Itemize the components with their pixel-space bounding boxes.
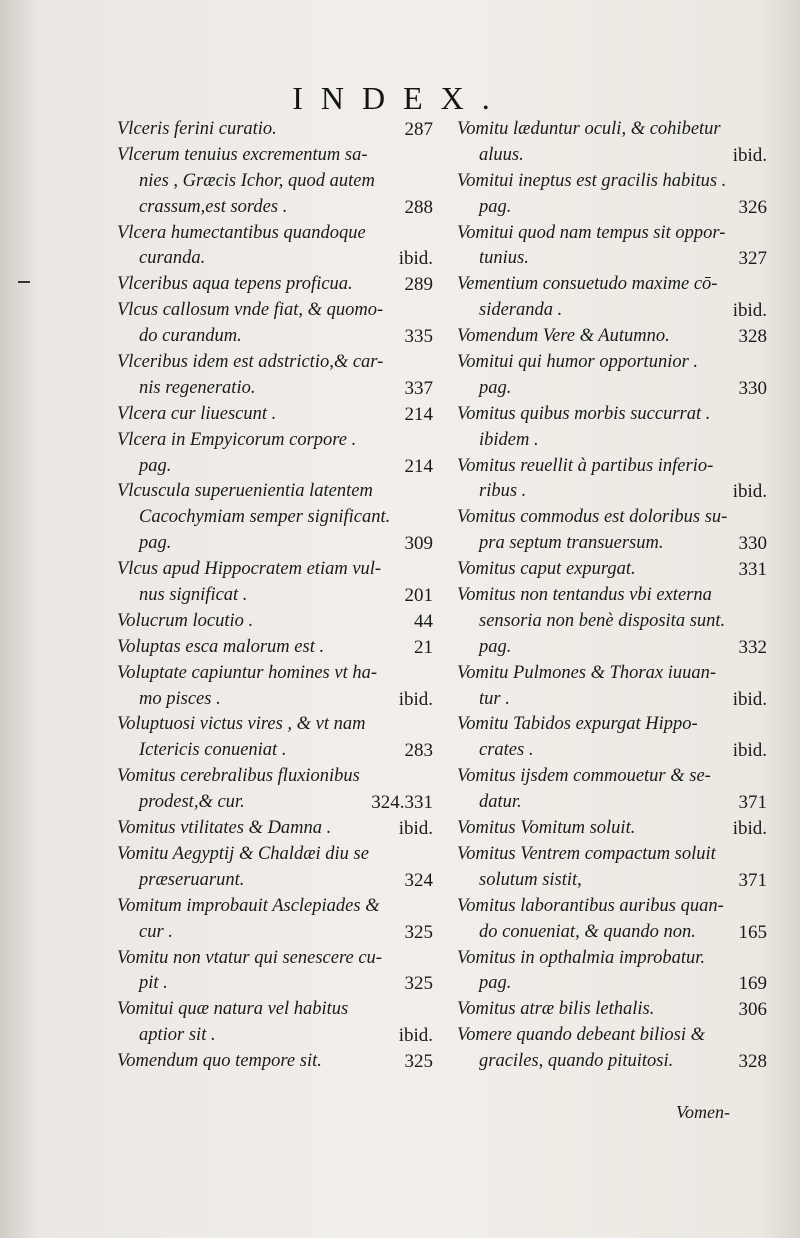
index-entry-line <box>117 505 433 531</box>
index-entry-text: datur. <box>479 792 522 813</box>
index-entry-line <box>117 583 433 609</box>
index-entry-line <box>457 117 767 143</box>
index-entry-line <box>117 764 433 790</box>
index-entry <box>117 272 433 298</box>
index-entry <box>457 221 767 273</box>
page-reference: ibid. <box>732 688 767 710</box>
index-entry-line <box>117 997 433 1023</box>
page-reference: 309 <box>404 533 433 555</box>
index-entry-line <box>457 946 767 972</box>
index-entry-text: Vomitus vtilitates & Damna . <box>117 818 332 839</box>
index-entry-line <box>457 868 767 894</box>
index-entry-line <box>457 324 767 350</box>
index-entry-line <box>117 816 433 842</box>
page-reference: 328 <box>738 1051 767 1073</box>
page-reference: 283 <box>404 740 433 762</box>
index-entry-line <box>457 609 767 635</box>
page-reference: ibid. <box>398 1025 433 1047</box>
index-entry-line <box>117 221 433 247</box>
index-entry-line <box>117 272 433 298</box>
index-entry-text: Vomitu Tabidos expurgat Hippo- <box>457 714 698 735</box>
index-entry <box>117 946 433 998</box>
index-entry-line <box>457 272 767 298</box>
page-reference: 21 <box>414 636 433 658</box>
index-entry-text: Voluptuosi victus vires , & vt nam <box>117 714 366 735</box>
index-entry-text: Ictericis conueniat . <box>139 740 287 761</box>
index-entry-line <box>457 376 767 402</box>
index-entry-line <box>457 1049 767 1075</box>
index-entry <box>457 1023 767 1075</box>
page-reference: 288 <box>404 196 433 218</box>
index-entry-text: Vomitu læduntur oculi, & cohibetur <box>457 119 721 139</box>
index-entry <box>457 997 767 1023</box>
index-entry-line <box>457 195 767 221</box>
index-entry <box>117 557 433 609</box>
index-entry-text: aptior sit . <box>139 1025 216 1046</box>
page-reference: 371 <box>738 869 767 891</box>
index-entry-text: tunius. <box>479 248 529 269</box>
index-entry <box>117 350 433 402</box>
index-entry <box>117 402 433 428</box>
index-entry-line <box>457 687 767 713</box>
index-entry-text: Vlcus callosum vnde fiat, & quomo- <box>117 300 384 321</box>
index-entry-text: sensoria non benè disposita sunt. <box>479 610 726 631</box>
index-entry-text: Vlcus apud Hippocratem etiam vul- <box>117 559 382 580</box>
index-entry <box>117 997 433 1049</box>
page-reference: 324 <box>404 869 433 891</box>
page-reference: 331 <box>738 559 767 581</box>
page-reference: 325 <box>404 1051 433 1073</box>
index-entry-line <box>457 920 767 946</box>
index-entry-line <box>457 454 767 480</box>
index-entry-line <box>117 402 433 428</box>
index-entry-line <box>117 195 433 221</box>
index-entry-text: Vomendum Vere & Autumno. <box>457 326 670 347</box>
index-entry-text: cur . <box>139 921 173 942</box>
index-entry <box>117 221 433 273</box>
index-entry-line <box>117 635 433 661</box>
page-reference: 201 <box>404 585 433 607</box>
index-entry <box>457 505 767 557</box>
index-entry-line <box>457 350 767 376</box>
index-entry <box>457 557 767 583</box>
index-entry-text: Vementium consuetudo maxime cō- <box>457 274 718 295</box>
page-reference: 287 <box>404 119 433 140</box>
index-entry-text: solutum sistit, <box>479 869 582 890</box>
index-entry-line <box>457 738 767 764</box>
index-entry-text: Vlcera in Empyicorum corpore . <box>117 429 357 450</box>
index-entry-text: pag. <box>139 533 172 554</box>
index-entry-line <box>117 454 433 480</box>
index-entry-line <box>117 531 433 557</box>
page-reference: 335 <box>404 326 433 348</box>
page-reference: ibid. <box>732 818 767 840</box>
index-column-right <box>457 117 767 1075</box>
index-entry-line <box>117 143 433 169</box>
index-entry-text: pit . <box>139 973 168 994</box>
index-entry-text: Vomitus reuellit à partibus inferio- <box>457 455 714 476</box>
page-reference: ibid. <box>732 481 767 503</box>
index-entry-line <box>117 661 433 687</box>
page-reference: ibid. <box>398 688 433 710</box>
index-entry-line <box>117 169 433 195</box>
index-entry-line <box>117 557 433 583</box>
index-entry-line <box>457 842 767 868</box>
index-entry-text: Vlceris ferini curatio. <box>117 119 277 139</box>
index-entry-text: do curandum. <box>139 326 242 347</box>
index-entry-text: Vlcera cur liuescunt . <box>117 403 277 424</box>
index-entry-line <box>457 583 767 609</box>
index-entry-text: Vomitui quæ natura vel habitus <box>117 999 349 1020</box>
index-entry-line <box>457 143 767 169</box>
index-entry <box>117 609 433 635</box>
page-title: INDEX. <box>292 80 508 116</box>
page-reference: 306 <box>738 999 767 1021</box>
index-entry-line <box>457 246 767 272</box>
index-entry <box>117 428 433 480</box>
index-entry-text: Vlcerum tenuius excrementum sa- <box>117 144 368 165</box>
index-entry-text: Vlceribus aqua tepens proficua. <box>117 274 353 295</box>
index-entry-text: Vomitus ijsdem commouetur & se- <box>457 766 711 787</box>
index-entry <box>117 298 433 350</box>
index-entry-line <box>117 868 433 894</box>
index-entry-line <box>117 790 433 816</box>
index-entry-text: crates . <box>479 740 534 761</box>
page-reference: 169 <box>738 973 767 995</box>
index-entry <box>457 117 767 169</box>
index-entry <box>457 816 767 842</box>
index-entry-line <box>117 842 433 868</box>
index-entry <box>457 272 767 324</box>
index-entry-text: Vlcera humectantibus quandoque <box>117 222 366 243</box>
index-entry <box>457 946 767 998</box>
page-reference: 214 <box>404 403 433 425</box>
page-reference: 214 <box>404 455 433 477</box>
index-entry-text: tur . <box>479 688 510 709</box>
index-entry-text: Vomitus cerebralibus fluxionibus <box>117 766 360 787</box>
index-entry-line <box>457 712 767 738</box>
index-entry-text: Vomitum improbauit Asclepiades & <box>117 895 380 916</box>
index-entry-line <box>117 920 433 946</box>
index-entry-line <box>117 428 433 454</box>
index-entry-line <box>117 350 433 376</box>
index-entry-line <box>117 971 433 997</box>
index-entry-line <box>117 117 433 143</box>
index-entry-text: crassum,est sordes . <box>139 196 288 217</box>
index-entry-line <box>457 1023 767 1049</box>
margin-mark <box>18 281 30 283</box>
index-entry <box>117 479 433 557</box>
index-entry-line <box>117 946 433 972</box>
index-entry-text: Vomitus Ventrem compactum soluit <box>457 843 716 864</box>
page-reference: 324.331 <box>371 792 433 814</box>
index-entry-text: pag. <box>479 377 512 398</box>
index-entry-text: do conueniat, & quando non. <box>479 921 696 942</box>
page-reference: ibid. <box>398 818 433 840</box>
index-entry <box>117 1049 433 1075</box>
index-entry-line <box>117 298 433 324</box>
index-entry-line <box>117 1023 433 1049</box>
index-entry-text: Vomitui ineptus est gracilis habitus . <box>457 170 727 191</box>
index-entry-text: nis regeneratio. <box>139 377 256 398</box>
index-entry-line <box>457 661 767 687</box>
index-entry-line <box>117 894 433 920</box>
index-entry <box>117 661 433 713</box>
index-entry-line <box>117 479 433 505</box>
index-entry-text: Cacochymiam semper significant. <box>139 507 391 528</box>
index-entry-line <box>117 246 433 272</box>
index-entry-text: ribus . <box>479 481 527 502</box>
index-entry-text: Voluptate capiuntur homines vt ha- <box>117 662 377 683</box>
index-entry <box>457 583 767 661</box>
index-entry-line <box>457 505 767 531</box>
page-reference: 330 <box>738 377 767 399</box>
index-entry-text: nus significat . <box>139 585 248 606</box>
index-entry-text: prodest,& cur. <box>139 792 245 813</box>
index-entry <box>457 350 767 402</box>
catchword: Vomen- <box>676 1102 730 1122</box>
page-reference: 332 <box>738 636 767 658</box>
index-entry-text: Voluptas esca malorum est . <box>117 636 325 657</box>
index-entry-line <box>457 971 767 997</box>
page-reference: ibid. <box>398 248 433 270</box>
index-entry <box>117 635 433 661</box>
index-entry <box>117 842 433 894</box>
index-column-left <box>117 117 433 1075</box>
index-entry-text: pag. <box>479 973 512 994</box>
index-entry <box>117 712 433 764</box>
index-entry-text: Vomitu Aegyptij & Chaldæi diu se <box>117 843 369 864</box>
index-entry <box>117 894 433 946</box>
index-entry-line <box>457 428 767 454</box>
page-reference: ibid. <box>732 144 767 166</box>
page-reference: 325 <box>404 921 433 943</box>
index-entry-text: Vomitui quod nam tempus sit oppor- <box>457 222 726 243</box>
index-entry-line <box>457 557 767 583</box>
page-reference: 165 <box>738 921 767 943</box>
index-entry <box>457 324 767 350</box>
index-entry-text: Vomitus commodus est doloribus su- <box>457 507 728 528</box>
page-reference: 337 <box>404 377 433 399</box>
page-reference: 326 <box>738 196 767 218</box>
page-reference: 44 <box>414 610 433 632</box>
index-entry-line <box>457 221 767 247</box>
index-entry <box>457 661 767 713</box>
index-entry <box>457 842 767 894</box>
page-reference: ibid. <box>732 740 767 762</box>
index-entry-text: curanda. <box>139 248 206 269</box>
index-entry-text: Vomere quando debeant biliosi & <box>457 1025 706 1046</box>
index-entry-line <box>457 169 767 195</box>
index-entry <box>457 454 767 506</box>
index-entry <box>117 117 433 143</box>
index-entry <box>457 169 767 221</box>
index-entry <box>117 143 433 221</box>
index-entry-text: Vomitu non vtatur qui senescere cu- <box>117 947 382 968</box>
index-entry-text: pag. <box>479 636 512 657</box>
index-entry-line <box>117 324 433 350</box>
index-entry-text: Vlcuscula superuenientia latentem <box>117 481 373 502</box>
index-entry-text: Vomitu Pulmones & Thorax iuuan- <box>457 662 716 683</box>
index-entry-text: Vomitus atræ bilis lethalis. <box>457 999 655 1020</box>
index-entry-line <box>457 298 767 324</box>
index-entry-line <box>117 1049 433 1075</box>
index-entry-text: Vomitus laborantibus auribus quan- <box>457 895 724 916</box>
page-reference: 325 <box>404 973 433 995</box>
page-reference: ibid. <box>732 300 767 322</box>
index-entry <box>457 764 767 816</box>
index-entry-text: Vomitus in opthalmia improbatur. <box>457 947 706 968</box>
index-entry-line <box>457 790 767 816</box>
index-entry-line <box>457 479 767 505</box>
page-reference: 327 <box>738 248 767 270</box>
index-entry-text: Vlceribus idem est adstrictio,& car- <box>117 352 384 373</box>
index-entry-line <box>117 738 433 764</box>
index-entry <box>457 894 767 946</box>
page-reference: 330 <box>738 533 767 555</box>
index-entry-text: pag. <box>139 455 172 476</box>
index-entry-text: pag. <box>479 196 512 217</box>
index-entry <box>117 816 433 842</box>
index-entry-line <box>457 635 767 661</box>
index-entry-line <box>457 764 767 790</box>
index-entry-line <box>457 531 767 557</box>
index-entry-text: Vomitus caput expurgat. <box>457 559 636 580</box>
index-entry-line <box>117 376 433 402</box>
page-reference: 371 <box>738 792 767 814</box>
index-entry-text: Vomendum quo tempore sit. <box>117 1051 322 1072</box>
index-entry <box>457 712 767 764</box>
index-entry-line <box>117 609 433 635</box>
index-entry-text: Vomitus quibus morbis succurrat . <box>457 403 711 424</box>
index-entry-line <box>117 712 433 738</box>
index-entry-text: graciles, quando pituitosi. <box>479 1051 674 1072</box>
index-entry-line <box>117 687 433 713</box>
index-entry-text: Vomitus non tentandus vbi externa <box>457 585 712 606</box>
index-entry-text: Vomitui qui humor opportunior . <box>457 352 699 373</box>
index-entry-text: mo pisces . <box>139 688 221 709</box>
index-entry-line <box>457 402 767 428</box>
index-entry-text: sideranda . <box>479 300 563 321</box>
index-entry-line <box>457 997 767 1023</box>
index-entry-text: præseruarunt. <box>139 869 245 890</box>
index-entry-text: ibidem . <box>479 429 539 450</box>
index-entry-text: pra septum transuersum. <box>479 533 664 554</box>
index-entry <box>117 764 433 816</box>
index-entry-text: Vomitus Vomitum soluit. <box>457 818 636 839</box>
index-entry <box>457 402 767 454</box>
page-reference: 328 <box>738 326 767 348</box>
page-reference: 289 <box>404 274 433 296</box>
index-entry-line <box>457 894 767 920</box>
index-entry-text: nies , Græcis Ichor, quod autem <box>139 170 375 191</box>
index-entry-text: aluus. <box>479 144 524 165</box>
index-entry-line <box>457 816 767 842</box>
index-entry-text: Volucrum locutio . <box>117 610 254 631</box>
